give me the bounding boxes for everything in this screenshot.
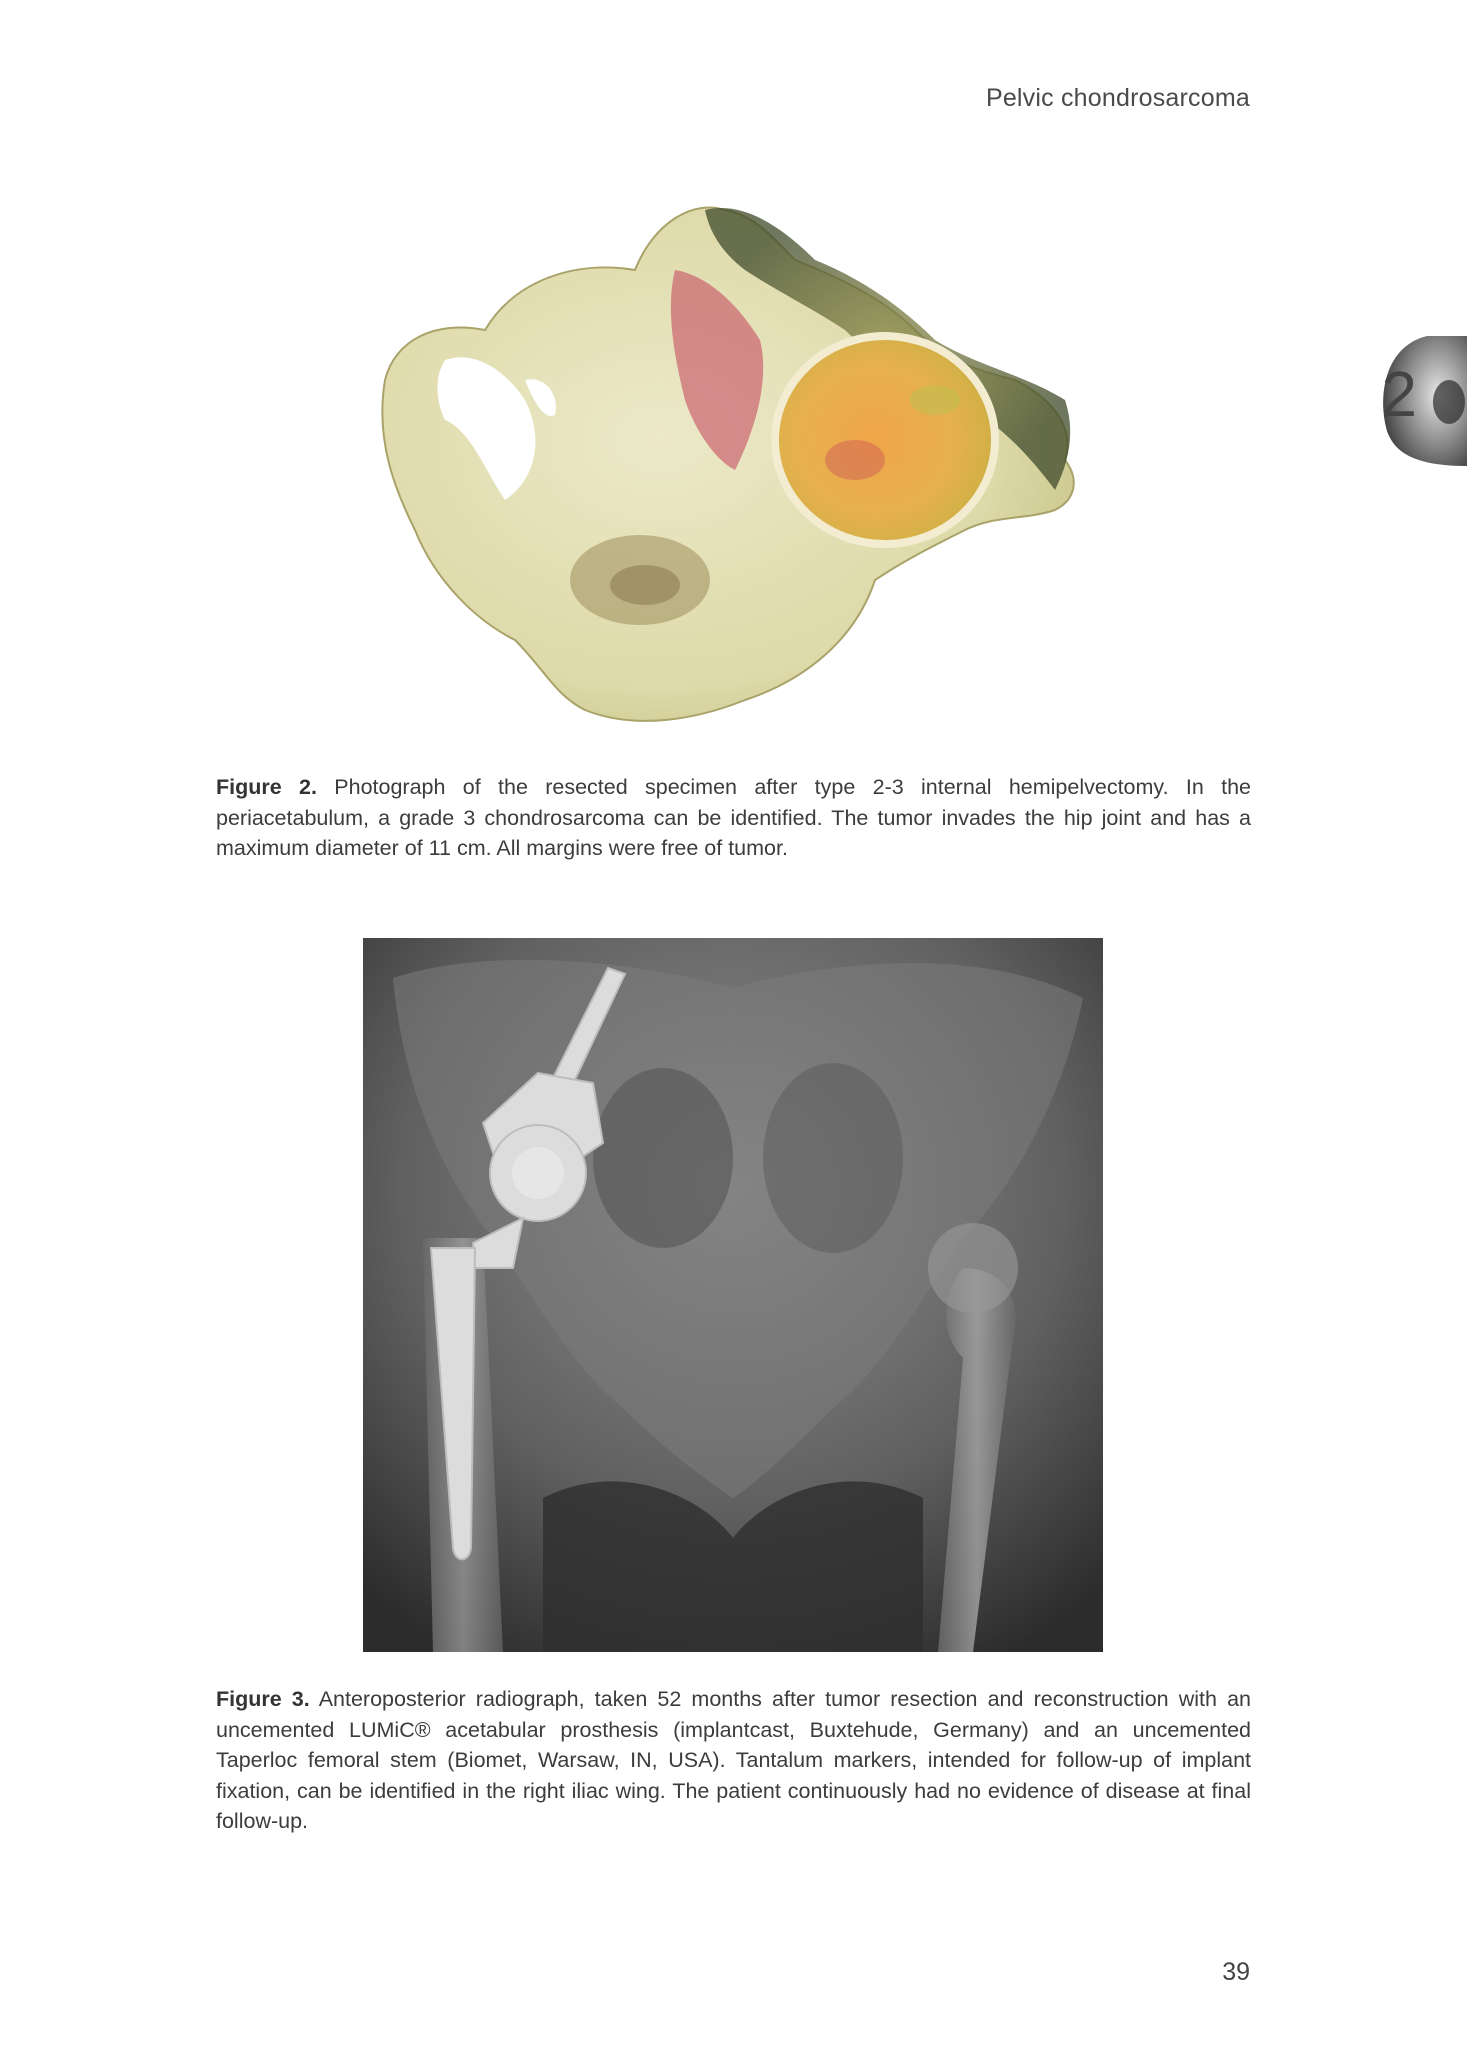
figure3-label: Figure 3. (216, 1687, 310, 1711)
figure3-caption (216, 1684, 1251, 1837)
running-head: Pelvic chondrosarcoma (985, 84, 1250, 112)
figure3-caption-text: Anteroposterior radiograph, taken 52 months after tumor resection and reconstruction with an uncemented LUMiC® acetabular prosthesis (implantcast, Buxtehude, Germany) and an uncemented Taperloc femoral stem (Biomet, Warsaw, IN, USA). Tantalum markers, intended for follow-up of implant fixation, can be identified in the right iliac wing. The patient continuously had no evidence of disease at final follow-up. (216, 1687, 1251, 1833)
specimen-photograph (375, 200, 1120, 735)
figure2-label: Figure 2. (216, 775, 317, 799)
tumor-mass (775, 336, 995, 544)
chapter-number: 2 (1381, 358, 1417, 430)
page-number: 39 (1222, 1958, 1250, 1986)
figure2-caption (216, 772, 1251, 864)
figure2-caption-text: Photograph of the resected specimen after type 2-3 internal hemipelvectomy. In the periacetabulum, a grade 3 chondrosarcoma can be identified. The tumor invades the hip joint and has a maximum diameter of 11 cm. All margins were free of tumor. (216, 775, 1251, 860)
radiograph-image (363, 938, 1103, 1652)
